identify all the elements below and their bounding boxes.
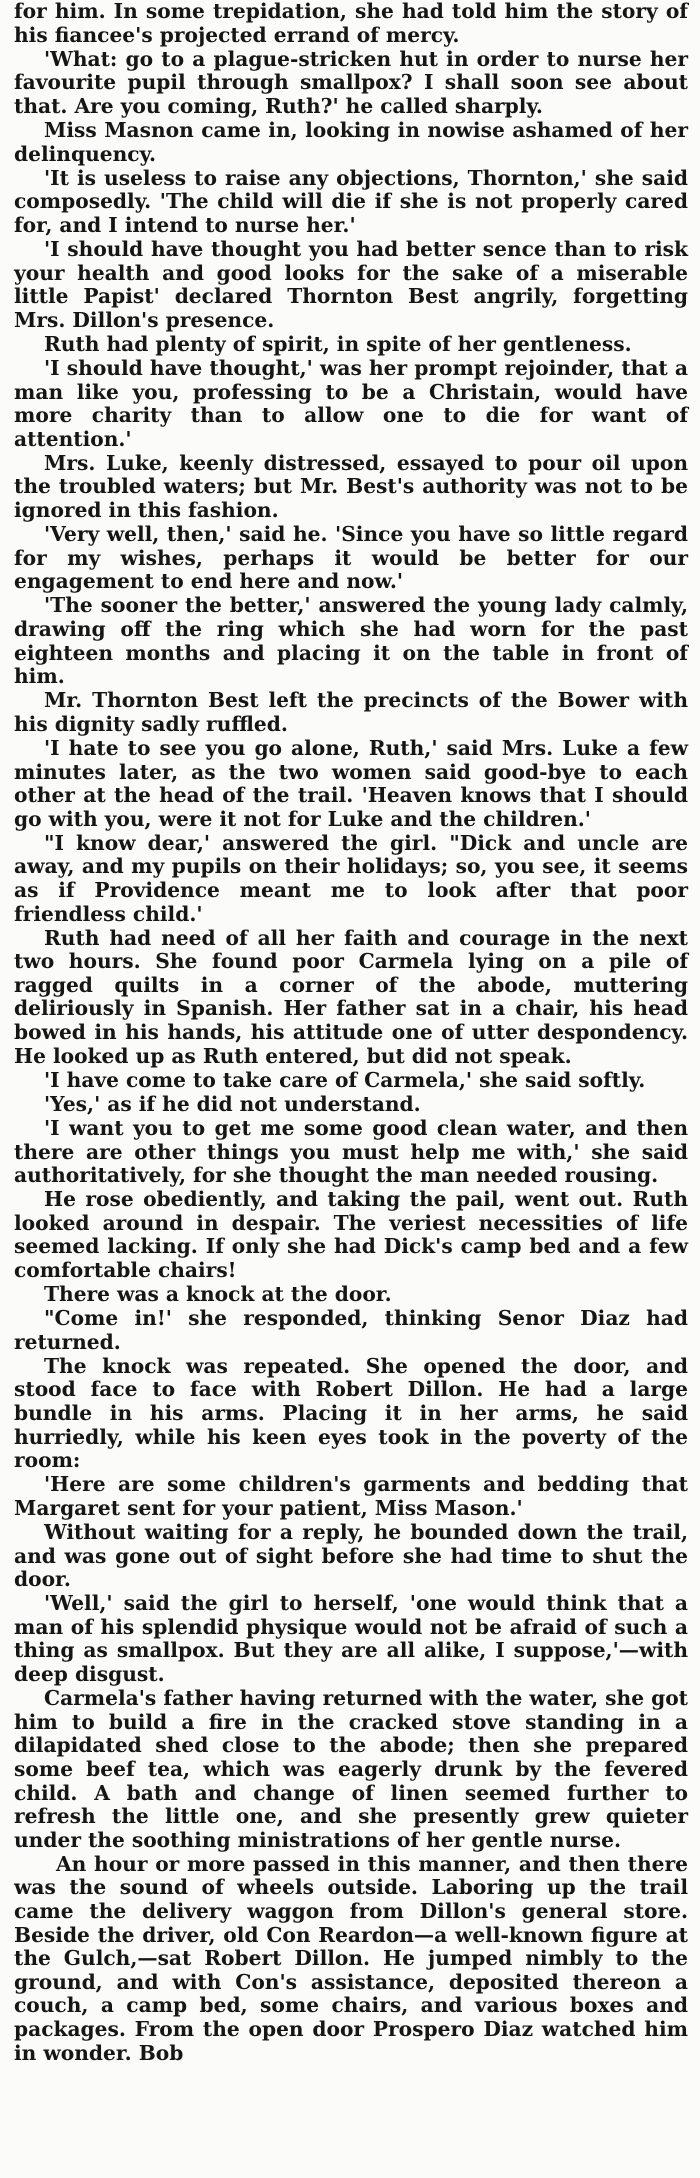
paragraph-bounded-away: Without waiting for a reply, he bounded down the trail, and was gone out of sight before she had time to shut the door. (14, 1520, 688, 1592)
paragraph-beef-tea: Carmela's father having returned with the water, she got him to build a fire in the cracked stove standing in a dilapidated shed close to the abode; then she prepared some beef tea, which was eagerly drunk by the fevered child. A bath and change of linen seemed further to refresh the little one, and she presently grew quieter under the soothing ministrations of her gentle nurse. (14, 1686, 688, 1852)
paragraph-thornton-outburst: 'What: go to a plague-stricken hut in order to nurse her favourite pupil through smallpox? I shall soon see about that. Are you coming, Ruth?' he called sharply. (14, 46, 688, 118)
paragraph-delivery-waggon: An hour or more passed in this manner, and then there was the sound of wheels outside. Laboring up the trail came the delivery waggon from Dillon's general store. Beside the driver, old Con Reardon—a well-known figure at the Gulch,—sat Robert Dillon. He jumped nimbly to the ground, and with Con's assistance, deposited thereon a couch, a camp bed, some chairs, and various boxes and packages. From the open door Prospero Diaz watched him in wonder. Bob (14, 1851, 688, 2065)
paragraph-take-care: 'I have come to take care of Carmela,' she said softly. (44, 1067, 646, 1092)
paragraph-ring-returned: 'The sooner the better,' answered the young lady calmly, drawing off the ring which she had worn for the past eighteen months and placing it on the table in front of him. (14, 593, 688, 689)
paragraph-robert-dillon: The knock was repeated. She opened the door, and stood face to face with Robert Dillon. He had a large bundle in his arms. Placing it in her arms, he said hurriedly, while his keen eyes took in the poverty of the room: (14, 1353, 688, 1473)
paragraph-best-leaves: Mr. Thornton Best left the precincts of the Bower with his dignity sadly ruffled. (14, 688, 688, 736)
paragraph-providence: "I know dear,' answered the girl. "Dick and uncle are away, and my pupils on their holidays; so, you see, it seems as if Providence meant me to look after that poor friendless child.' (14, 830, 688, 926)
paragraph-rose-obediently: He rose obediently, and taking the pail, went out. Ruth looked around in despair. The veriest necessities of life seemed lacking. If only she had Dick's camp bed and a few comfortable chairs! (14, 1187, 688, 1282)
paragraph-clean-water: 'I want you to get me some good clean water, and then there are other things you must help me with,' she said authoritatively, for she thought the man needed rousing. (14, 1115, 688, 1188)
paragraph-continuation: for him. In some trepidation, she had told him the story of his fiancee's projected errand of mercy. (14, 0, 688, 47)
paragraph-yes: 'Yes,' as if he did not understand. (44, 1091, 421, 1116)
paragraph-ruth-spirit: Ruth had plenty of spirit, in spite of her gentleness. (44, 331, 632, 356)
paragraph-ruth-intends-to-nurse: 'It is useless to raise any objections, Thornton,' she said composedly. 'The child will die if she is not properly cared for, and I intend to nurse her.' (14, 165, 688, 237)
paragraph-knock: There was a knock at the door. (44, 1282, 392, 1307)
paragraph-garments: 'Here are some children's garments and bedding that Margaret sent for your patient, Miss Mason.' (14, 1472, 688, 1520)
paragraph-thornton-angrily: 'I should have thought you had better sence than to risk your health and good looks for the sake of a miserable little Papist' declared Thornton Best angrily, forgetting Mrs. Dillon's presence. (14, 236, 688, 332)
paragraph-engagement-end: 'Very well, then,' said he. 'Since you have so little regard for my wishes, perhaps it would be better for our engagement to end here and now.' (14, 522, 688, 594)
paragraph-come-in: "Come in!' she responded, thinking Senor Diaz had returned. (14, 1306, 688, 1354)
paragraph-ruth-rejoinder: 'I should have thought,' was her prompt rejoinder, that a man like you, professing to be a Christain, would have more charity than to allow one to die for want of attention.' (14, 355, 688, 451)
paragraph-mrs-luke-goodbye: 'I hate to see you go alone, Ruth,' said Mrs. Luke a few minutes later, as the two women said good-bye to each other at the head of the trail. 'Heaven knows that I should go with you, were it not for Luke and the children.' (14, 735, 688, 831)
paragraph-mrs-luke-distressed: Mrs. Luke, keenly distressed, essayed to pour oil upon the troubled waters; but Mr. Best's authority was not to be ignored in this fashion. (14, 450, 688, 522)
paragraph-carmela-found: Ruth had need of all her faith and courage in the next two hours. She found poor Carmela lying on a pile of ragged quilts in a corner of the abode, muttering deliriously in Spanish. Her father sat in a chair, his head bowed in his hands, his attitude one of utter despondency. He looked up as Ruth entered, but did not speak. (14, 925, 688, 1068)
paragraph-miss-masnon-enters: Miss Masnon came in, looking in nowise ashamed of her delinquency. (14, 117, 688, 166)
paragraph-deep-disgust: 'Well,' said the girl to herself, 'one would think that a man of his splendid physique would not be afraid of such a thing as smallpox. But they are all alike, I suppose,'—with deep disgust. (14, 1591, 688, 1687)
